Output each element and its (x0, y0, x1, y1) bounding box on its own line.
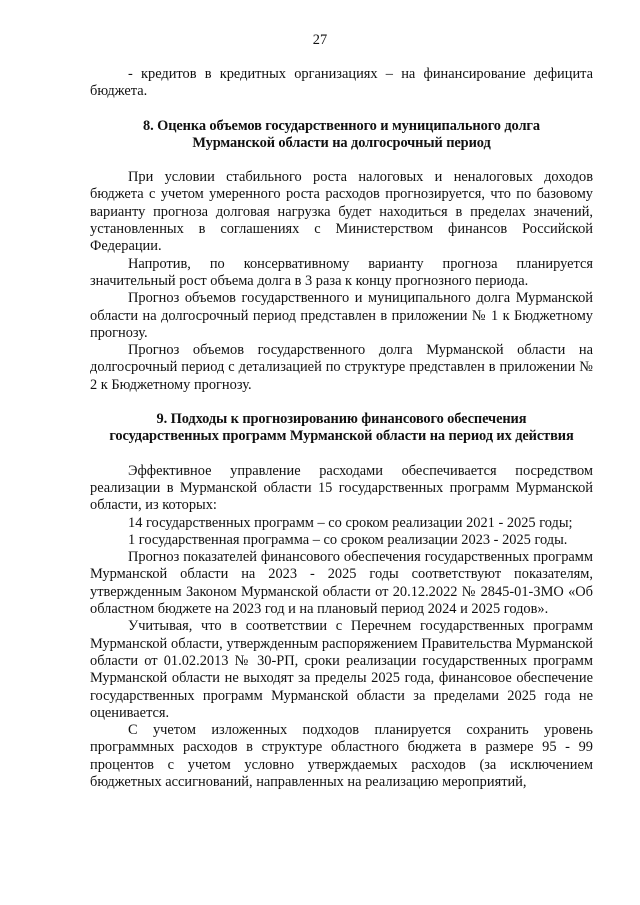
section-9-paragraph-3: 1 государственная программа – со сроком реализации 2023 - 2025 годы. (128, 531, 568, 548)
section-9-paragraph-5: Учитывая, что в соответствии с Перечнем государственных программ Мурманской области, утвержденным распоряжением Правительства Мурманской области от 01.02.2013 № 30-РП, сроки реализации государственных программ Мурманской области не выходят за пределы 2025 года, финансовое обеспечение государственных программ Мурманской области за пределами 2025 года не оценивается. (90, 618, 593, 721)
section-8-title-line1: 8. Оценка объемов государственного и муниципального долга (143, 117, 540, 134)
section-9-title (90, 411, 593, 446)
document-body (90, 66, 593, 791)
section-8-paragraph-3: Прогноз объемов государственного и муниципального долга Мурманской области на долгосрочный период представлен в приложении № 1 к Бюджетному прогнозу. (90, 290, 593, 341)
section-9-paragraph-2: 14 государственных программ – со сроком реализации 2021 - 2025 годы; (128, 514, 573, 531)
section-8-paragraph-4: Прогноз объемов государственного долга Мурманской области на долгосрочный период с детализацией по структуре представлен в приложении № 2 к Бюджетному прогнозу. (90, 342, 593, 393)
section-8-paragraph-1: При условии стабильного роста налоговых и неналоговых доходов бюджета с учетом умеренного роста расходов прогнозируется, что по базовому варианту прогноза долговая нагрузка будет находиться в пределах значений, установленных в соглашениях с Министерством финансов Российской Федерации. (90, 169, 593, 255)
section-9-title-line1: 9. Подходы к прогнозированию финансового обеспечения (156, 411, 527, 428)
intro-paragraph: - кредитов в кредитных организациях – на финансирование дефицита бюджета. (90, 66, 593, 100)
section-9-paragraph-4: Прогноз показателей финансового обеспечения государственных программ Мурманской области на 2023 - 2025 годы соответствуют показателям, утвержденным Законом Мурманской области от 20.12.2022 № 2845-01-ЗМО «Об областном бюджете на 2023 год и на плановый период 2024 и 2025 годов». (90, 549, 593, 618)
section-9-title-line2: государственных программ Мурманской области на период их действия (109, 428, 574, 445)
section-8-paragraph-2: Напротив, по консервативному варианту прогноза планируется значительный рост объема долга в 3 раза к концу прогнозного периода. (90, 255, 593, 289)
section-9-paragraph-1: Эффективное управление расходами обеспечивается посредством реализации в Мурманской области 15 государственных программ Мурманской области, из которых: (90, 462, 593, 514)
section-8-title (90, 118, 593, 153)
page-number: 27 (312, 32, 328, 48)
section-8-title-line2: Мурманской области на долгосрочный период (192, 134, 491, 151)
section-9-paragraph-6: С учетом изложенных подходов планируется сохранить уровень программных расходов в структуре областного бюджета в размере 95 - 99 процентов с учетом условно утверждаемых расходов (за исключением бюджетных ассигнований, направленных на реализацию мероприятий, (90, 722, 593, 790)
